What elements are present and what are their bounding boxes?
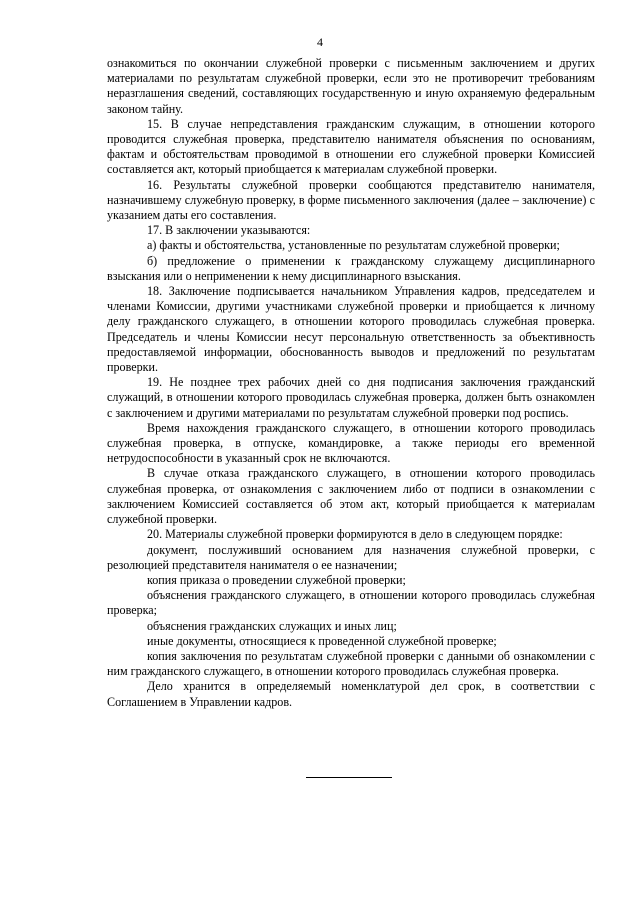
paragraph: Дело хранится в определяемый номенклатурой дел срок, в соответствии с Соглашением в Управлении кадров.: [107, 679, 595, 709]
document-body: [107, 56, 595, 710]
paragraph: иные документы, относящиеся к проведенной служебной проверке;: [147, 633, 497, 648]
paragraph: б) предложение о применении к гражданскому служащему дисциплинарного взыскания или о неприменении к нему дисциплинарного взыскания.: [107, 253, 595, 283]
paragraph: объяснения гражданских служащих и иных лиц;: [147, 618, 397, 633]
paragraph: 15. В случае непредставления гражданским служащим, в отношении которого проводится служебная проверка, представителю нанимателя объяснения по основаниям, фактам и обстоятельствам проводимой в отношении его служебной проверки Комиссией составляется акт, который приобщается к материалам служебной проверки.: [107, 116, 595, 177]
paragraph: Время нахождения гражданского служащего, в отношении которого проводилась служебная проверка, в отпуске, командировке, а также периоды его временной нетрудоспособности в указанный срок не включаются.: [107, 420, 595, 466]
paragraph: В случае отказа гражданского служащего, в отношении которого проводилась служебная проверка, от ознакомления с заключением либо от подписи в ознакомлении с заключением Комиссией составляется об этом акт, который приобщается к материалам служебной проверки.: [107, 466, 595, 527]
page-number: 4: [317, 35, 323, 49]
paragraph: копия заключения по результатам служебной проверки с данными об ознакомлении с ним гражданского служащего, в отношении которого проводилась служебная проверка.: [107, 648, 595, 679]
paragraph: ознакомиться по окончании служебной проверки с письменным заключением и других материалами по результатам служебной проверки, если это не противоречит требованиям неразглашения сведений, составляющих государственную и иную охраняемую федеральным законом тайну.: [107, 56, 595, 116]
paragraph: 16. Результаты служебной проверки сообщаются представителю нанимателя, назначившему служебную проверку, в форме письменного заключения (далее – заключение) с указанием даты его составления.: [107, 177, 595, 223]
paragraph: 17. В заключении указываются:: [147, 223, 311, 238]
paragraph: 18. Заключение подписывается начальником Управления кадров, председателем и членами Комиссии, другими участниками служебной проверки и приобщается к личному делу гражданского служащего, в отношении которого проводилась служебная проверка. Председатель и члены Комиссии несут персональную ответственность за объективность предоставляемой информации, обоснованность выводов и предложений по результатам проверки.: [107, 284, 595, 375]
paragraph: 20. Материалы служебной проверки формируются в дело в следующем порядке:: [147, 527, 563, 542]
end-of-text-rule: [306, 777, 392, 778]
paragraph: объяснения гражданского служащего, в отношении которого проводилась служебная проверка;: [107, 588, 595, 618]
paragraph: 19. Не позднее трех рабочих дней со дня подписания заключения гражданский служащий, в отношении которого проводилась служебная проверка, должен быть ознакомлен с заключением и другими материалами по результатам служебной проверки под роспись.: [107, 375, 595, 420]
paragraph: а) факты и обстоятельства, установленные по результатам служебной проверки;: [147, 238, 560, 253]
paragraph: копия приказа о проведении служебной проверки;: [147, 572, 406, 587]
paragraph: документ, послуживший основанием для назначения служебной проверки, с резолюцией представителя нанимателя о ее назначении;: [107, 542, 595, 572]
